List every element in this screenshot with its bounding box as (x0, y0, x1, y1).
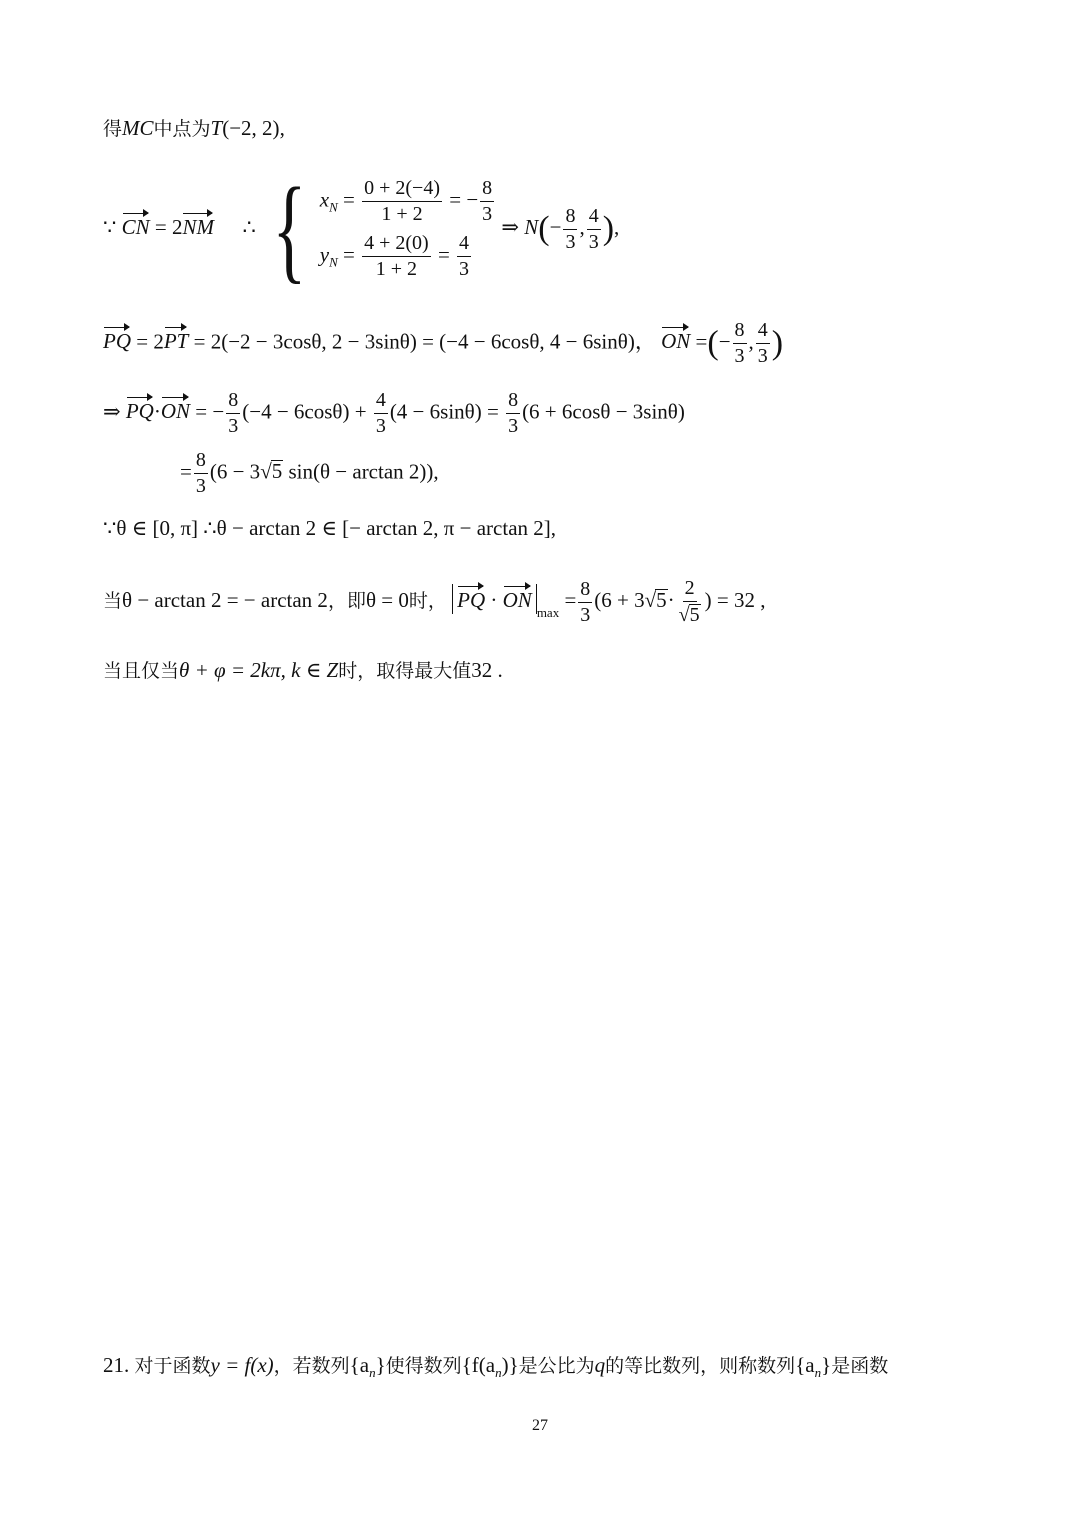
math-expr: = 2 (154, 214, 183, 239)
line-4: ⇒ PQ·ON = − $\frac{8}{3}$ (−4 − 6cosθ) + $\frac{4}{3}$ (4 − 6sinθ) = $\frac{8}{3}$ (6 + 6cosθ − 3sinθ) (103, 389, 685, 437)
vector-pq: PQ (125, 399, 154, 424)
implies-symbol: ⇒ (103, 399, 121, 424)
brace: { (272, 163, 307, 294)
system-row-y: $y_N$ = $\frac{4 + 2(0)}{1 + 2}$ = $\frac{4}{3}$ (319, 232, 470, 280)
math-expr: = (695, 329, 708, 354)
math-var: MC (122, 116, 154, 140)
equation-system (261, 163, 496, 294)
line-5: = $\frac{8}{3}$ (6 − 3√5 sin(θ − arctan 2)), (180, 449, 439, 497)
page-number: 27 (532, 1417, 548, 1434)
line-3: PQ = 2PT = 2(−2 − 3cosθ, 2 − 3sinθ) = (−4 − 6cosθ, 4 − 6sinθ)， ON =(− $\frac{8}{3}$ , $\frac{4}{3}$ ) (103, 319, 784, 367)
system-row-x: $x_N$ = $\frac{0 + 2(-4)}{1 + 2}$ = − $\frac{8}{3}$ (319, 177, 493, 225)
text: 中点为 (153, 118, 211, 140)
math-var: T (210, 116, 223, 140)
vector-pt: PT (163, 329, 189, 354)
line-6 (103, 518, 556, 539)
vector-on: ON (661, 329, 691, 354)
because-symbol: ∵ (103, 214, 117, 239)
line-7: 当θ − arctan 2 = − arctan 2，即θ = 0时， PQ · $ON_{max}$ = $\frac{8}{3}$ (6 + 3√5· $\frac{2}{√5}$ ) = 32 , (103, 577, 766, 626)
text: 得 (103, 118, 123, 140)
math-expr: = 2(−2 − 3cosθ, 2 − 3sinθ) = (−4 − 6cosθ, 4 − 6sinθ)， (193, 329, 656, 354)
math-expr: = 2 (136, 329, 164, 354)
point-n: ⇒ N(− $\frac{8}{3}$ , $\frac{4}{3}$ ), (501, 204, 620, 253)
vector-cn: CN (121, 214, 150, 239)
text: , (279, 116, 285, 140)
math-expr: ∵θ ∈ [0, π] ∴θ − arctan 2 ∈ [− arctan 2, π − arctan 2], (103, 516, 557, 540)
line-8: 当且仅当θ + φ = 2kπ, k ∈ Z时，取得最大值32 . (103, 658, 503, 682)
vector-on: ON (160, 399, 191, 424)
therefore-symbol: ∴ (242, 214, 256, 239)
line-2 (103, 163, 620, 294)
absolute-value: PQ · ON (452, 584, 537, 614)
line-1 (103, 118, 285, 139)
problem-21: 21. 对于函数y = f(x)，若数列$\{a_n\}$使得数列$\{f(a_n)\}$是公比为q的等比数列，则称数列$\{a_n\}$是函数 (103, 1353, 889, 1380)
vector-nm: NM (182, 214, 214, 239)
math-expr: (−2, 2) (222, 116, 280, 140)
vector-pq: PQ (103, 329, 131, 354)
